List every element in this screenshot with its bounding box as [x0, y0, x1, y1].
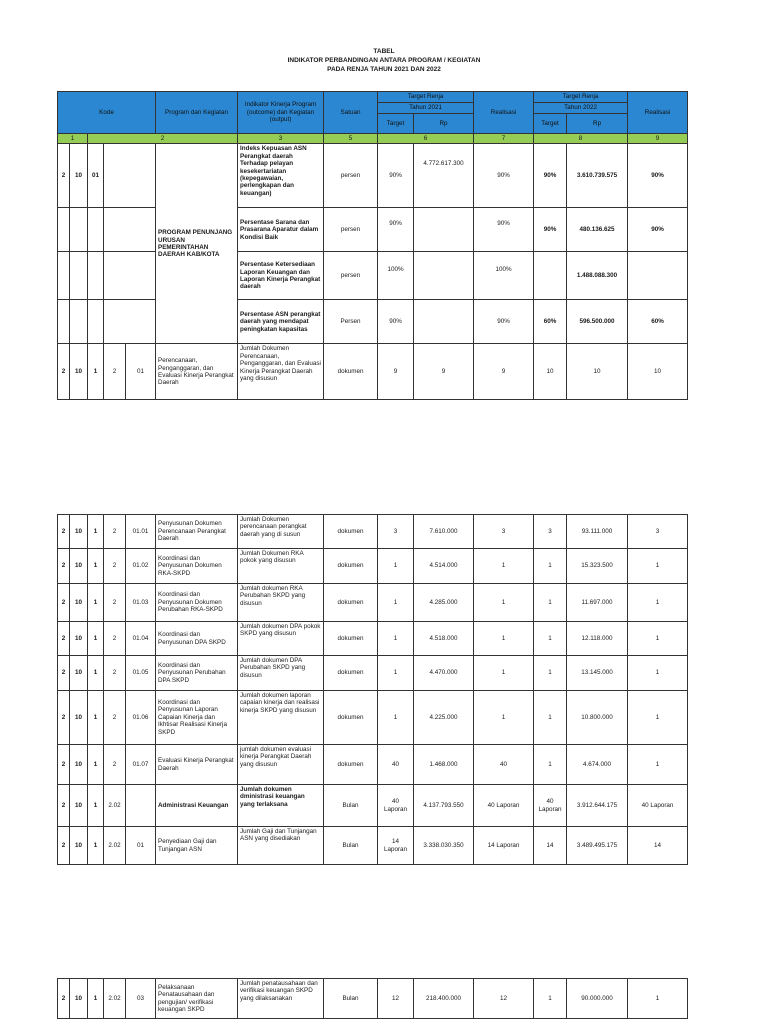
kode-cell: 03: [126, 979, 156, 1019]
target-2021-cell: 1: [378, 549, 414, 584]
rp-2021-cell: [414, 208, 474, 252]
indikator-cell: Jumlah Dokumen RKA pokok yang disusun: [238, 549, 324, 584]
kode-cell: 1: [88, 622, 104, 656]
header-target-renja-2021: Target Renja: [378, 92, 474, 103]
rp-2021-cell: 9: [414, 344, 474, 400]
kode-cell: 2: [58, 515, 70, 549]
kode-cell: [104, 144, 156, 208]
rp-2021-cell: [414, 300, 474, 344]
target-2022-cell: 1: [534, 584, 567, 622]
table-row: [58, 584, 688, 622]
realisasi-2022-cell: 14: [628, 827, 688, 865]
realisasi-2022-cell: 40 Laporan: [628, 785, 688, 827]
rp-2021-cell: [414, 252, 474, 300]
kode-cell: 10: [70, 515, 88, 549]
program-name: Koordinasi dan Penyusunan Laporan Capaian Kinerja dan Ikhtisar Realisasi Kinerja SKPD: [156, 691, 238, 745]
realisasi-2022-cell: 60%: [628, 300, 688, 344]
target-2022-cell: 90%: [534, 144, 567, 208]
col-number: 7: [474, 134, 534, 144]
kode-cell: 1: [88, 979, 104, 1019]
kode-cell: 01.04: [126, 622, 156, 656]
kode-cell: 2: [58, 691, 70, 745]
kode-cell: 01.01: [126, 515, 156, 549]
target-2022-cell: 1: [534, 549, 567, 584]
kode-cell: 1: [88, 515, 104, 549]
kode-cell: 2: [58, 344, 70, 400]
kode-cell: 1: [88, 827, 104, 865]
kode-cell: [126, 785, 156, 827]
table-row: [58, 300, 688, 344]
rp-2022-cell: 3.912.644.175: [567, 785, 628, 827]
kode-cell: 10: [70, 144, 88, 208]
rp-2022-cell: 12.118.000: [567, 622, 628, 656]
table-row: [58, 144, 688, 208]
kode-cell: 2.02: [104, 785, 126, 827]
indikator-table-continued: [57, 514, 688, 865]
header-target-2021: Target: [378, 114, 414, 134]
satuan-cell: dokumen: [324, 691, 378, 745]
header-target-renja-2022: Target Renja: [534, 92, 628, 103]
realisasi-2022-cell: 90%: [628, 144, 688, 208]
target-2022-cell: 14: [534, 827, 567, 865]
table-row: [58, 622, 688, 656]
realisasi-2021-cell: 12: [474, 979, 534, 1019]
program-name: Koordinasi dan Penyusunan Dokumen RKA-SKPD: [156, 549, 238, 584]
kode-cell: 1: [88, 584, 104, 622]
satuan-cell: persen: [324, 144, 378, 208]
indikator-cell: Jumlah penatausahaan dan verifikasi keuangan SKPD yang dilaksanakan: [238, 979, 324, 1019]
kode-cell: 2: [104, 584, 126, 622]
rp-2022-cell: 93.111.000: [567, 515, 628, 549]
satuan-cell: dokumen: [324, 549, 378, 584]
satuan-cell: dokumen: [324, 584, 378, 622]
rp-2021-cell: 4.470.000: [414, 656, 474, 691]
col-number: 1: [58, 134, 88, 144]
doc-title: TABEL: [373, 48, 395, 55]
kode-cell: 2: [58, 549, 70, 584]
indikator-cell: Jumlah Dokumen Perencanaan, Penganggaran, dan Evaluasi Kinerja Perangkat Daerah yang disusun: [238, 344, 324, 400]
header-indikator: Indikator Kinerja Program (outcome) dan Kegiatan (output): [238, 92, 324, 134]
header-realisasi-2022: Realisasi: [628, 92, 688, 134]
rp-2022-cell: 90.000.000: [567, 979, 628, 1019]
kode-cell: 2: [58, 656, 70, 691]
kode-cell: 2: [104, 691, 126, 745]
realisasi-2021-cell: 1: [474, 656, 534, 691]
table-row: [58, 979, 688, 1019]
rp-2022-cell: 4.674.000: [567, 745, 628, 785]
satuan-cell: Bulan: [324, 979, 378, 1019]
kode-cell: 1: [88, 785, 104, 827]
realisasi-2021-cell: 90%: [474, 144, 534, 208]
kode-cell: 01: [126, 344, 156, 400]
satuan-cell: Bulan: [324, 785, 378, 827]
header-program: Program dan Kegiatan: [156, 92, 238, 134]
indikator-cell: Jumlah dokumen RKA Perubahan SKPD yang disusun: [238, 584, 324, 622]
table-row: [58, 208, 688, 252]
table-row: [58, 656, 688, 691]
program-name: Koordinasi dan Penyusunan Perubahan DPA SKPD: [156, 656, 238, 691]
realisasi-2022-cell: 1: [628, 584, 688, 622]
indikator-cell: Persentase Sarana dan Prasarana Aparatur dalam Kondisi Baik: [238, 208, 324, 252]
kode-cell: 10: [70, 827, 88, 865]
indikator-table-main: [57, 91, 688, 400]
kode-cell: 2: [58, 979, 70, 1019]
table-row: [58, 252, 688, 300]
kode-cell: [88, 252, 104, 300]
kode-cell: 2: [104, 622, 126, 656]
kode-cell: [70, 252, 88, 300]
table-row: [58, 344, 688, 400]
indikator-cell: Jumlah dokumen DPA Perubahan SKPD yang disusun: [238, 656, 324, 691]
target-2021-cell: 90%: [378, 144, 414, 208]
table-row: [58, 691, 688, 745]
realisasi-2022-cell: 1: [628, 656, 688, 691]
kode-cell: 01.06: [126, 691, 156, 745]
realisasi-2022-cell: 10: [628, 344, 688, 400]
target-2021-cell: 90%: [378, 300, 414, 344]
doc-subtitle: INDIKATOR PERBANDINGAN ANTARA PROGRAM / KEGIATAN: [287, 57, 481, 64]
target-2021-cell: 40: [378, 745, 414, 785]
kode-cell: 2.02: [104, 827, 126, 865]
kode-cell: [70, 300, 88, 344]
target-2021-cell: 40 Laporan: [378, 785, 414, 827]
table-row: [58, 827, 688, 865]
realisasi-2021-cell: 1: [474, 584, 534, 622]
kode-cell: 01.05: [126, 656, 156, 691]
indikator-cell: Jumlah dokumen DPA pokok SKPD yang disusun: [238, 622, 324, 656]
realisasi-2021-cell: 1: [474, 691, 534, 745]
satuan-cell: dokumen: [324, 344, 378, 400]
program-name: Evaluasi Kinerja Perangkat Daerah: [156, 745, 238, 785]
satuan-cell: dokumen: [324, 622, 378, 656]
kode-cell: 2: [104, 656, 126, 691]
indikator-cell: jumlah dokumen evaluasi kinerja Perangkat Daerah yang disusun: [238, 745, 324, 785]
indikator-table-continued-2: [57, 978, 688, 1019]
kode-cell: 2: [58, 622, 70, 656]
rp-2022-cell: 3.610.739.575: [567, 144, 628, 208]
target-2021-cell: 100%: [378, 252, 414, 300]
rp-2021-cell: 4.225.000: [414, 691, 474, 745]
satuan-cell: Bulan: [324, 827, 378, 865]
kode-cell: 2.02: [104, 979, 126, 1019]
target-2022-cell: 40 Laporan: [534, 785, 567, 827]
kode-cell: 01: [126, 827, 156, 865]
rp-2021-cell: 4.518.000: [414, 622, 474, 656]
kode-cell: 10: [70, 691, 88, 745]
target-2022-cell: 10: [534, 344, 567, 400]
realisasi-2022-cell: 1: [628, 691, 688, 745]
indikator-cell: Jumlah Dokumen perencanaan perangkat daerah yang di susun: [238, 515, 324, 549]
rp-2022-cell: 15.323.500: [567, 549, 628, 584]
kode-cell: 10: [70, 622, 88, 656]
kode-cell: [58, 208, 70, 252]
header-rp-2021: Rp: [414, 114, 474, 134]
table-row: [58, 745, 688, 785]
kode-cell: 2: [58, 745, 70, 785]
satuan-cell: dokumen: [324, 515, 378, 549]
realisasi-2022-cell: [628, 252, 688, 300]
kode-cell: 01.03: [126, 584, 156, 622]
indikator-cell: Persentase Ketersediaan Laporan Keuangan dan Laporan Kinerja Perangkat daerah: [238, 252, 324, 300]
header-tahun-2022: Tahun 2022: [534, 103, 628, 114]
indikator-cell: Jumlah dokumen dministrasi keuangan yang terlaksana: [238, 785, 324, 827]
kode-cell: [58, 252, 70, 300]
target-2022-cell: 1: [534, 979, 567, 1019]
doc-subtitle-year: PADA RENJA TAHUN 2021 DAN 2022: [327, 66, 441, 73]
kode-cell: 01: [88, 144, 104, 208]
program-name: Perencanaan, Penganggaran, dan Evaluasi Kinerja Perangkat Daerah: [156, 344, 238, 400]
col-number: 8: [534, 134, 628, 144]
program-name: Koordinasi dan Penyusunan Dokumen Perubahan RKA-SKPD: [156, 584, 238, 622]
realisasi-2021-cell: 90%: [474, 300, 534, 344]
rp-2022-cell: 480.136.625: [567, 208, 628, 252]
program-name: PROGRAM PENUNJANG URUSAN PEMERINTAHAN DAERAH KAB/KOTA: [156, 144, 238, 344]
kode-cell: 10: [70, 785, 88, 827]
kode-cell: [70, 208, 88, 252]
target-2022-cell: 3: [534, 515, 567, 549]
realisasi-2022-cell: 90%: [628, 208, 688, 252]
col-number: 6: [378, 134, 474, 144]
kode-cell: 1: [88, 344, 104, 400]
kode-cell: 2: [104, 549, 126, 584]
realisasi-2021-cell: 3: [474, 515, 534, 549]
rp-2021-cell: 4.137.793.550: [414, 785, 474, 827]
kode-cell: 2: [58, 144, 70, 208]
kode-cell: 10: [70, 745, 88, 785]
realisasi-2021-cell: 9: [474, 344, 534, 400]
kode-cell: 10: [70, 656, 88, 691]
realisasi-2021-cell: 100%: [474, 252, 534, 300]
col-number: 9: [628, 134, 688, 144]
kode-cell: 01.02: [126, 549, 156, 584]
realisasi-2022-cell: 1: [628, 745, 688, 785]
kode-cell: 10: [70, 584, 88, 622]
rp-2022-cell: 13.145.000: [567, 656, 628, 691]
realisasi-2022-cell: 1: [628, 979, 688, 1019]
rp-2021-cell: 4.514.000: [414, 549, 474, 584]
target-2022-cell: [534, 252, 567, 300]
kode-cell: 2: [58, 584, 70, 622]
rp-2021-cell: 4.285.000: [414, 584, 474, 622]
header-target-2022: Target: [534, 114, 567, 134]
kode-cell: 2: [104, 515, 126, 549]
target-2022-cell: 1: [534, 691, 567, 745]
kode-cell: 1: [88, 656, 104, 691]
table-row: [58, 515, 688, 549]
program-name: Koordinasi dan Penyusunan DPA SKPD: [156, 622, 238, 656]
kode-cell: 10: [70, 549, 88, 584]
header-kode: Kode: [58, 92, 156, 134]
realisasi-2022-cell: 1: [628, 549, 688, 584]
kode-cell: 10: [70, 344, 88, 400]
kode-cell: 01.07: [126, 745, 156, 785]
realisasi-2021-cell: 90%: [474, 208, 534, 252]
kode-cell: 1: [88, 691, 104, 745]
indikator-cell: Jumlah Gaji dan Tunjangan ASN yang disediakan: [238, 827, 324, 865]
realisasi-2021-cell: 1: [474, 549, 534, 584]
col-number: 3: [238, 134, 324, 144]
col-number: 5: [324, 134, 378, 144]
target-2021-cell: 3: [378, 515, 414, 549]
program-name: Pelaksanaan Penatausahaan dan pengujian/ verifikasi keuangan SKPD: [156, 979, 238, 1019]
rp-2022-cell: 596.500.000: [567, 300, 628, 344]
kode-cell: 10: [70, 979, 88, 1019]
realisasi-2021-cell: 1: [474, 622, 534, 656]
rp-2022-cell: 3.489.495.175: [567, 827, 628, 865]
satuan-cell: persen: [324, 252, 378, 300]
satuan-cell: Persen: [324, 300, 378, 344]
indikator-cell: Indeks Kepuasan ASN Perangkat daerah Terhadap pelayan kesekertariatan (kepegawaian, perlengkapan dan keuangan): [238, 144, 324, 208]
table-row: [58, 549, 688, 584]
realisasi-2022-cell: 1: [628, 622, 688, 656]
kode-cell: 1: [88, 549, 104, 584]
realisasi-2021-cell: 40 Laporan: [474, 785, 534, 827]
target-2021-cell: 12: [378, 979, 414, 1019]
satuan-cell: persen: [324, 208, 378, 252]
kode-cell: 2: [58, 785, 70, 827]
realisasi-2022-cell: 3: [628, 515, 688, 549]
table-row: [58, 785, 688, 827]
indikator-cell: Persentase ASN perangkat daerah yang mendapat peningkatan kapasitas: [238, 300, 324, 344]
target-2021-cell: 1: [378, 622, 414, 656]
target-2022-cell: 1: [534, 745, 567, 785]
program-name: Administrasi Keuangan: [156, 785, 238, 827]
rp-2022-cell: 1.488.088.300: [567, 252, 628, 300]
target-2022-cell: 1: [534, 656, 567, 691]
program-name: Penyediaan Gaji dan Tunjangan ASN: [156, 827, 238, 865]
realisasi-2021-cell: 14 Laporan: [474, 827, 534, 865]
target-2021-cell: 90%: [378, 208, 414, 252]
rp-2021-cell: 218.400.000: [414, 979, 474, 1019]
kode-cell: [104, 300, 156, 344]
header-rp-2022: Rp: [567, 114, 628, 134]
header-realisasi-2021: Realisasi: [474, 92, 534, 134]
col-number: 2: [88, 134, 238, 144]
target-2022-cell: 1: [534, 622, 567, 656]
indikator-cell: Jumlah dokumen laporan capaian kinerja dan realisasi kinerja SKPD yang disusun: [238, 691, 324, 745]
kode-cell: 2: [104, 344, 126, 400]
satuan-cell: dokumen: [324, 656, 378, 691]
target-2021-cell: 9: [378, 344, 414, 400]
kode-cell: 1: [88, 745, 104, 785]
target-2021-cell: 1: [378, 656, 414, 691]
kode-cell: [104, 208, 156, 252]
satuan-cell: dokumen: [324, 745, 378, 785]
rp-2021-cell: 4.772.617.300: [414, 144, 474, 208]
rp-2022-cell: 11.697.000: [567, 584, 628, 622]
kode-cell: [88, 300, 104, 344]
header-tahun-2021: Tahun 2021: [378, 103, 474, 114]
program-name: Penyusunan Dokumen Perencanaan Perangkat Daerah: [156, 515, 238, 549]
kode-cell: [104, 252, 156, 300]
kode-cell: 2: [58, 827, 70, 865]
target-2021-cell: 1: [378, 691, 414, 745]
rp-2021-cell: 1.468.000: [414, 745, 474, 785]
rp-2022-cell: 10.800.000: [567, 691, 628, 745]
target-2021-cell: 14 Laporan: [378, 827, 414, 865]
rp-2022-cell: 10: [567, 344, 628, 400]
target-2021-cell: 1: [378, 584, 414, 622]
target-2022-cell: 90%: [534, 208, 567, 252]
header-satuan: Satuan: [324, 92, 378, 134]
rp-2021-cell: 7.610.000: [414, 515, 474, 549]
kode-cell: 2: [104, 745, 126, 785]
kode-cell: [58, 300, 70, 344]
realisasi-2021-cell: 40: [474, 745, 534, 785]
target-2022-cell: 60%: [534, 300, 567, 344]
kode-cell: [88, 208, 104, 252]
rp-2021-cell: 3.338.030.350: [414, 827, 474, 865]
